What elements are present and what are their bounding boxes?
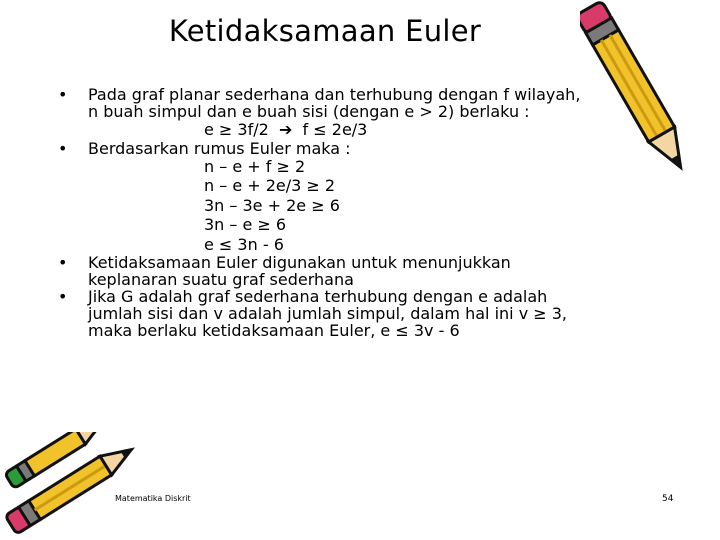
slide-title: Ketidaksamaan Euler <box>168 14 482 48</box>
bullet-3-line-2: keplanaran suatu graf sederhana <box>88 270 354 289</box>
formula-line: n – e + f ≥ 2 <box>204 156 306 176</box>
formula-block-2 <box>88 157 658 255</box>
bullet-4-line-2: jumlah sisi dan v adalah jumlah simpul, dalam hal ini v ≥ 3, <box>88 304 567 323</box>
formula-line: 3n – e ≥ 6 <box>204 215 287 234</box>
bullet-marker: • <box>58 138 68 158</box>
bullet-marker: • <box>58 85 68 104</box>
formula-line: 3n – 3e + 2e ≥ 6 <box>204 195 340 215</box>
bullet-item-2 <box>58 140 658 255</box>
bullet-marker: • <box>58 253 68 272</box>
bullet-4-line-3: maka berlaku ketidaksamaan Euler, e ≤ 3v - 6 <box>88 321 460 340</box>
slide-body <box>58 86 658 339</box>
bullet-2-line-1: Berdasarkan rumus Euler maka : <box>88 138 351 158</box>
formula-block-1 <box>88 120 658 140</box>
formula-line: n – e + 2e/3 ≥ 2 <box>204 176 336 195</box>
formula-line: e ≥ 3f/2 ➔ f ≤ 2e/3 <box>204 120 368 139</box>
bullet-1-line-1: Pada graf planar sederhana dan terhubung dengan f wilayah, <box>88 85 581 104</box>
formula-line: e ≤ 3n - 6 <box>204 234 284 254</box>
bullet-item-3 <box>58 254 658 288</box>
bullet-3-line-1: Ketidaksamaan Euler digunakan untuk menunjukkan <box>88 253 511 272</box>
pencil-clipart-top-icon <box>580 0 700 190</box>
bullet-4-line-1: Jika G adalah graf sederhana terhubung dengan e adalah <box>88 287 548 306</box>
pencil-clipart-bottom-icon <box>0 432 150 540</box>
footer-course-name: Matematika Diskrit <box>115 494 191 503</box>
bullet-item-4 <box>58 288 658 339</box>
bullet-item-1 <box>58 86 658 140</box>
bullet-1-line-2: n buah simpul dan e buah sisi (dengan e > 2) berlaku : <box>88 102 530 121</box>
bullet-marker: • <box>58 287 68 306</box>
page-number: 54 <box>662 494 674 504</box>
